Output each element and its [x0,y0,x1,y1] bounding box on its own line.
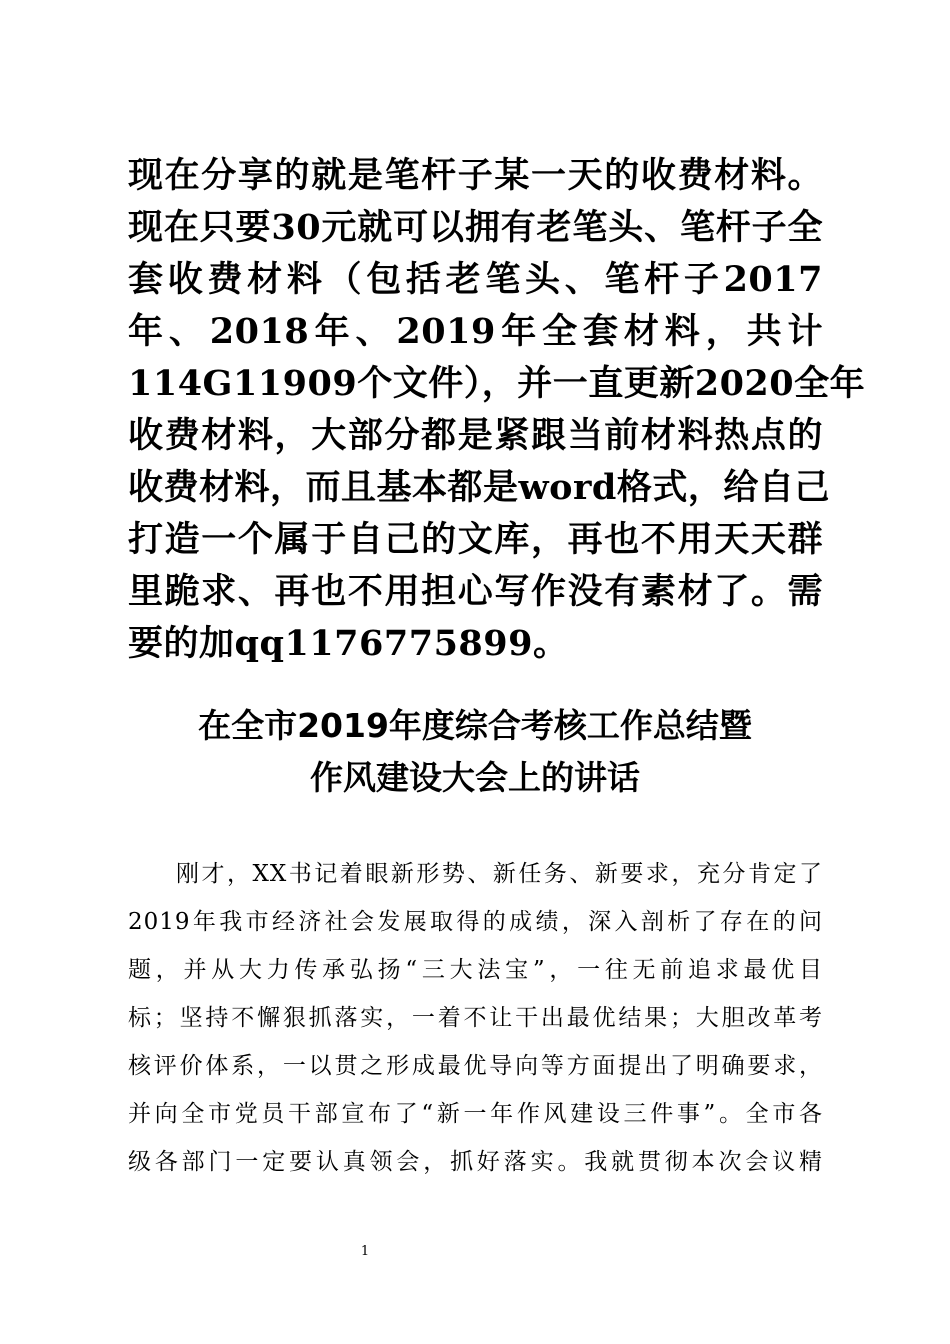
body-line: 级各部门一定要认真领会，抓好落实。我就贯彻本次会议精 [128,1149,823,1175]
title-line-2: 作风建设大会上的讲话 [310,758,640,797]
body-line: 刚才，XX书记着眼新形势、新任务、新要求，充分肯定了 [176,861,823,887]
body-paragraph [128,850,823,1186]
promo-line: 收费材料，大部分都是紧跟当前材料热点的 [128,415,823,456]
body-line: 核评价体系，一以贯之形成最优导向等方面提出了明确要求， [128,1053,823,1079]
body-line: 并向全市党员干部宣布了“新一年作风建设三件事”。全市各 [128,1101,823,1127]
promo-line: 年、2018年、2019年全套材料，共计 [128,311,823,352]
page-number: 1 [360,1244,370,1259]
body-line: 2019年我市经济社会发展取得的成绩，深入剖析了存在的问 [128,909,823,935]
promo-line: 114G11909个文件），并一直更新2020全年 [128,363,866,404]
promo-line: 要的加qq1176775899。 [128,623,569,664]
promo-line: 打造一个属于自己的文库，再也不用天天群 [128,519,823,560]
body-line: 题，并从大力传承弘扬“三大法宝”，一往无前追求最优目 [128,957,823,983]
title-line-1: 在全市2019年度综合考核工作总结暨 [198,706,752,745]
promo-line: 现在只要30元就可以拥有老笔头、笔杆子全 [128,207,823,248]
promo-line: 里跪求、再也不用担心写作没有素材了。需 [128,571,823,612]
promo-paragraph [128,150,866,670]
promo-line: 现在分享的就是笔杆子某一天的收费材料。 [128,155,823,196]
body-line: 标；坚持不懈狠抓落实，一着不让干出最优结果；大胆改革考 [128,1005,823,1031]
document-title [100,700,850,804]
promo-line: 收费材料，而且基本都是word格式，给自己 [128,467,830,508]
promo-line: 套收费材料（包括老笔头、笔杆子2017 [128,259,823,300]
